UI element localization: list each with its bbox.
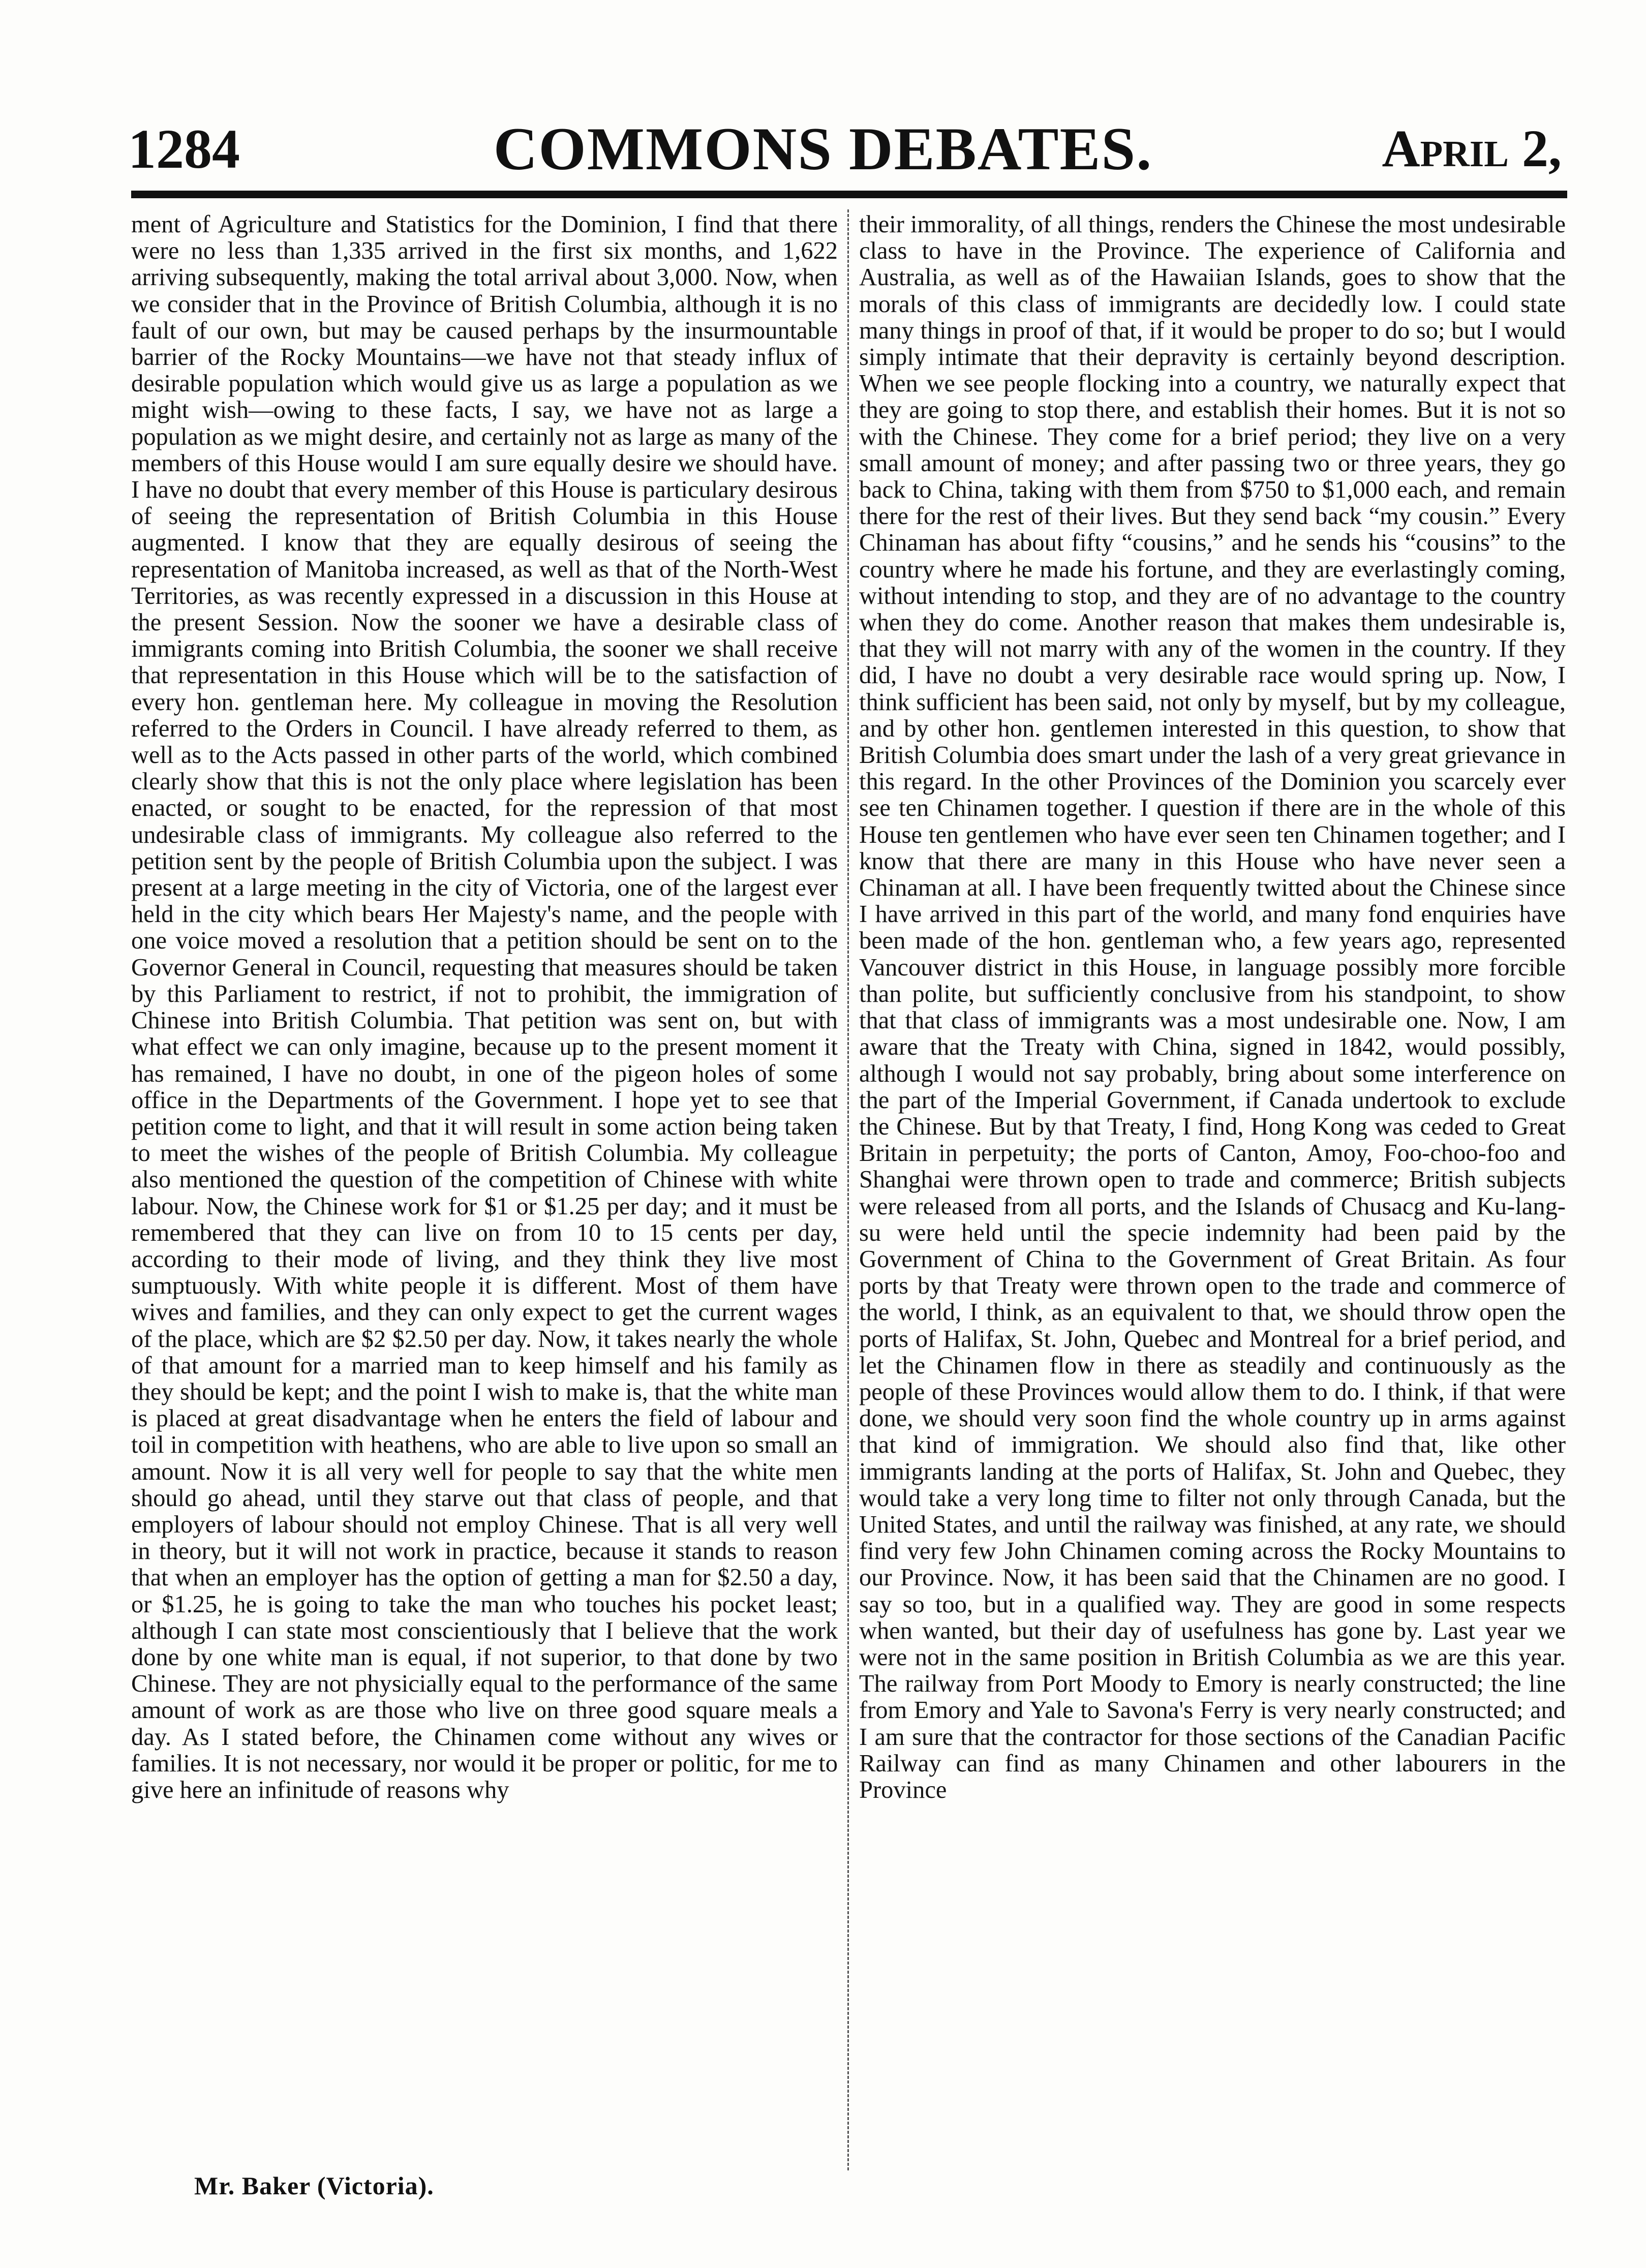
left-column bbox=[131, 211, 838, 2219]
left-column-text: ment of Agriculture and Statistics for the Dominion, I find that there were no less than 1,335 arrived in the first six months, and 1,622 arriving subsequently, making the total arrival about 3,000. Now, when we consider that in the Province of British Columbia, although it is no fault of our own, but may be caused perhaps by the insurmountable barrier of the Rocky Mountains—we have not that steady influx of desirable population which would give us as large a population as we might wish—owing to these facts, I say, we have not as large a population as we might desire, and certainly not as large as many of the members of this House would I am sure equally desire we should have. I have no doubt that every member of this House is particulary desirous of seeing the representation of British Columbia in this House augmented. I know that they are equally desirous of seeing the representation of Manitoba increased, as well as that of the North-West Territories, as was recently expressed in a discussion in this House at the present Session. Now the sooner we have a desirable class of immigrants coming into British Columbia, the sooner we shall receive that representation in this House which will be to the satisfaction of every hon. gentleman here. My colleague in moving the Resolution referred to the Orders in Council. I have already referred to them, as well as to the Acts passed in other parts of the world, which combined clearly show that this is not the only place where legislation has been enacted, or sought to be enacted, for the repression of that most undesirable class of immigrants. My colleague also referred to the petition sent by the people of British Columbia upon the subject. I was present at a large meeting in the city of Victoria, one of the largest ever held in the city which bears Her Majesty's name, and the people with one voice moved a resolution that a petition should be sent on to the Governor General in Council, requesting that measures should be taken by this Parliament to restrict, if not to prohibit, the immigration of Chinese into British Columbia. That petition was sent on, but with what effect we can only imagine, because up to the present moment it has remained, I have no doubt, in one of the pigeon holes of some office in the Departments of the Government. I hope yet to see that petition come to light, and that it will result in some action being taken to meet the wishes of the people of British Columbia. My colleague also mentioned the question of the competition of Chinese with white labour. Now, the Chinese work for $1 or $1.25 per day; and it must be remembered that they can live on from 10 to 15 cents per day, according to their mode of living, and they think they live most sumptuously. With white people it is different. Most of them have wives and families, and they can only expect to get the current wages of the place, which are $2 $2.50 per day. Now, it takes nearly the whole of that amount for a married man to keep himself and his family as they should be kept; and the point I wish to make is, that the white man is placed at great disadvantage when he enters the field of labour and toil in competition with heathens, who are able to live upon so small an amount. Now it is all very well for people to say that the white men should go ahead, until they starve out that class of people, and that employers of labour should not employ Chinese. That is all very well in theory, but it will not work in practice, because it stands to reason that when an employer has the option of getting a man for $2.50 a day, or $1.25, he is going to take the man who touches his pocket least; although I can state most conscientiously that I believe that the work done by one white man is equal, if not superior, to that done by two Chinese. They are not physicially equal to the performance of the same amount of work as are those who live on three good square meals a day. As I stated before, the Chinamen come without any wives or families. It is not necessary, nor would it be proper or politic, for me to give here an infinitude of reasons why bbox=[131, 211, 838, 1803]
page-date: April 2, bbox=[1382, 119, 1562, 178]
page-title: COMMONS DEBATES. bbox=[493, 115, 1153, 182]
header-rule bbox=[131, 191, 1567, 198]
right-column bbox=[859, 211, 1566, 2219]
page-number: 1284 bbox=[128, 118, 240, 180]
column-divider bbox=[847, 209, 849, 2170]
speaker-byline: Mr. Baker (Victoria). bbox=[194, 2171, 434, 2200]
right-column-text: their immorality, of all things, renders the Chinese the most undesirable class to have in the Province. The experience of California and Australia, as well as of the Hawaiian Islands, goes to show that the morals of this class of immigrants are decidedly low. I could state many things in proof of that, if it would be proper to do so; but I would simply intimate that their depravity is certainly beyond description. When we see people flocking into a country, we naturally expect that they are going to stop there, and establish their homes. But it is not so with the Chinese. They come for a brief period; they live on a very small amount of money; and after passing two or three years, they go back to China, taking with them from $750 to $1,000 each, and remain there for the rest of their lives. But they send back “my cousin.” Every Chinaman has about fifty “cousins,” and he sends his “cousins” to the country where he made his fortune, and they are everlastingly coming, without intending to stop, and they are of no advantage to the country when they do come. Another reason that makes them undesirable is, that they will not marry with any of the women in the country. If they did, I have no doubt a very desirable race would spring up. Now, I think sufficient has been said, not only by myself, but by my colleague, and by other hon. gentlemen interested in this question, to show that British Columbia does smart under the lash of a very great grievance in this regard. In the other Provinces of the Dominion you scarcely ever see ten Chinamen together. I question if there are in the whole of this House ten gentlemen who have ever seen ten Chinamen together; and I know that there are many in this House who have never seen a Chinaman at all. I have been frequently twitted about the Chinese since I have arrived in this part of the world, and many fond enquiries have been made of the hon. gentleman who, a few years ago, represented Vancouver district in this House, in language possibly more forcible than polite, but sufficiently conclusive from his standpoint, to show that that class of immigrants was a most undesirable one. Now, I am aware that the Treaty with China, signed in 1842, would possibly, although I would not say probably, bring about some interference on the part of the Imperial Government, if Canada undertook to exclude the Chinese. But by that Treaty, I find, Hong Kong was ceded to Great Britain in perpetuity; the ports of Canton, Amoy, Foo-choo-foo and Shanghai were thrown open to trade and commerce; British subjects were released from all ports, and the Islands of Chusacg and Ku-lang-su were held until the specie indemnity had been paid by the Government of China to the Government of Great Britain. As four ports by that Treaty were thrown open to the trade and commerce of the world, I think, as an equivalent to that, we should throw open the ports of Halifax, St. John, Quebec and Montreal for a brief period, and let the Chinamen flow in there as steadily and continuously as the people of these Provinces would allow them to do. I think, if that were done, we should very soon find the whole country up in arms against that kind of immigration. We should also find that, like other immigrants landing at the ports of Halifax, St. John and Quebec, they would take a very long time to filter not only through Canada, but the United States, and until the railway was finished, at any rate, we should find very few John Chinamen coming across the Rocky Mountains to our Province. Now, it has been said that the Chinamen are no good. I say so too, but in a qualified way. They are good in some respects when wanted, but their day of usefulness has gone by. Last year we were not in the same position in British Columbia as we are this year. The railway from Port Moody to Emory is nearly constructed; the line from Emory and Yale to Savona's Ferry is very nearly constructed; and I am sure that the contractor for those sections of the Canadian Pacific Railway can find as many Chinamen and other labourers in the Province bbox=[859, 211, 1566, 1803]
